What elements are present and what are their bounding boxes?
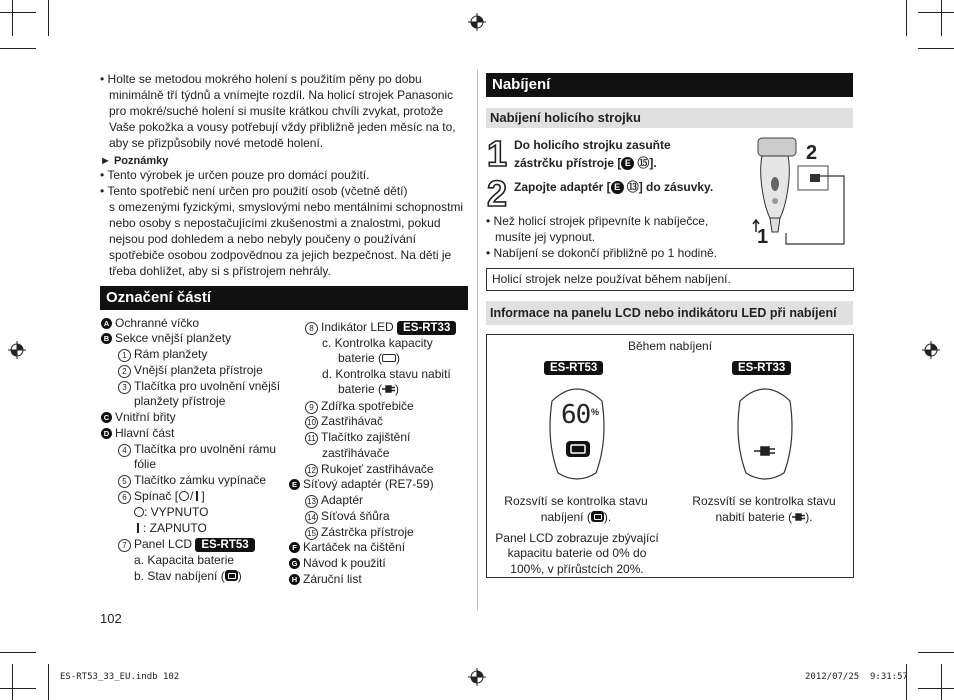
list-item: 5 Tlačítko zámku vypínače [118,473,266,489]
number-10-icon: 10 [305,416,318,429]
model-badge-rt53: ES-RT53 [544,361,603,375]
notes-line: nejsou pod dohledem a nebo nebyly poučeny o používání [109,232,416,246]
list-item: B Sekce vnější planžety [101,331,231,347]
parts-section-title: Označení částí [100,286,468,310]
footer-file: ES-RT53_33_EU.indb 102 [60,672,180,682]
page-number: 102 [100,611,122,626]
on-symbol-icon [137,523,139,533]
list-item: 10 Zastřihávač [305,414,383,430]
list-item: 11 Tlačítko zajištění [305,430,410,446]
plug-icon [792,510,805,526]
column-divider [477,70,478,610]
shaver-led-display [734,381,796,483]
number-1-icon: 1 [118,349,131,362]
number-7-icon: 7 [118,539,131,552]
during-charging-label: Během nabíjení [627,339,713,353]
notes-line: s omezenými fyzickými, smyslovými nebo mentálními schopnostmi [109,200,464,214]
step-1-number: 1 [487,133,508,174]
number-14-icon: 14 [305,511,318,524]
illustration-number-1: 1 [757,226,769,248]
list-item-sub: c. Kontrolka kapacity [322,336,433,350]
switch-off-row: : VYPNUTO [134,505,208,521]
charging-note: • Než holicí strojek připevníte k nabíječce, [486,214,709,228]
battery-capacity-icon [382,354,396,362]
label-d-icon: D [101,428,112,439]
list-item-sub: a. Kapacita baterie [134,553,235,567]
rt53-caption: Rozsvítí se kontrolka stavu [504,494,648,508]
registration-mark-top [468,13,486,31]
registration-mark-left [8,341,26,359]
list-item-cont: planžety přístroje [134,394,226,408]
warning-box [486,268,854,291]
charging-note: • Nabíjení se dokončí přibližně po 1 hodině. [486,246,718,260]
illustration-number-2: 2 [806,142,818,164]
lcd-explanation: kapacitu baterie od 0% do [507,546,647,560]
step-1-text: Do holicího strojku zasuňte [514,138,671,152]
notes-title: ► Poznámky [100,155,169,167]
label-c-icon: C [101,412,112,423]
switch-on-row: : ZAPNUTO [134,521,207,537]
list-item-sub: d. Kontrolka stavu nabití [322,367,451,381]
notes-line: třeba dohlížet, aby si s přístrojem nehrály. [109,264,331,278]
number-5-icon: 5 [118,475,131,488]
lcd-explanation: 100%, v přírůstcích 20%. [510,562,644,576]
list-item: H Záruční list [289,572,362,588]
warning-text: Holicí strojek nelze používat během nabíjení. [492,272,731,286]
list-item: C Vnitřní břity [101,410,176,426]
number-3-icon: 3 [118,381,131,394]
list-item: 1 Rám planžety [118,347,207,363]
label-g-icon: G [289,558,300,569]
label-h-icon: H [289,574,300,585]
list-item: 2 Vnější planžeta přístroje [118,363,263,379]
step-2-number: 2 [487,173,508,214]
footer-date: 2012/07/25 [805,672,860,682]
list-item: D Hlavní část [101,426,174,442]
number-2-icon: 2 [118,365,131,378]
intro-line: pro mokré/suché holení si musíte krátkou chvíli zvykat, protože [109,104,444,118]
label-a-icon: A [101,318,112,329]
charging-subtitle: Nabíjení holicího strojku [486,108,853,128]
lcd-percent-sign: % [591,407,600,417]
model-badge-rt33: ES-RT33 [732,361,791,375]
shaver-lcd-display [546,381,608,483]
charging-status-icon [591,511,604,522]
registration-mark-bottom [468,668,486,686]
notes-line: spotřebiče osobou zodpovědnou za jejich bezpečnost. Na děti je [109,248,452,262]
list-item: 9 Zdířka spotřebiče [305,399,414,415]
rt33-caption: Rozsvítí se kontrolka stavu [692,494,836,508]
number-9-icon: 9 [305,401,318,414]
list-item: E Síťový adaptér (RE7-59) [289,477,434,493]
lcd-percentage: 60 [561,400,591,430]
list-item: 8 Indikátor LED ES-RT33 [305,320,456,336]
list-item: 7 Panel LCD ES-RT53 [118,537,255,553]
list-item: 15 Zástrčka přístroje [305,525,414,541]
label-f-icon: F [289,542,300,553]
list-item: 14 Síťová šňůra [305,509,390,525]
lcd-info-subtitle: Informace na panelu LCD nebo indikátoru LED při nabíjení [486,301,853,325]
registration-mark-right [922,341,940,359]
off-symbol-icon [134,507,144,517]
number-11-icon: 11 [305,432,318,445]
list-item-cont: zastřihávače [322,446,390,460]
list-item: 12 Rukojeť zastřihávače [305,462,434,478]
charging-title: Nabíjení [486,73,853,97]
list-item: G Návod k použití [289,556,386,572]
list-item: F Kartáček na čištění [289,540,405,556]
notes-line: • Tento výrobek je určen pouze pro domácí použití. [100,168,370,182]
list-item: 13 Adaptér [305,493,363,509]
plug-icon [382,382,395,398]
rt53-caption: nabíjení ( ). [540,510,612,524]
list-item-cont: fólie [134,457,157,471]
intro-line: Vaše pokožka a vousy potřebují vždy přibližně jeden měsíc na to, [109,120,456,134]
number-15-icon: 15 [305,527,318,540]
lcd-explanation: Panel LCD zobrazuje zbývající [495,531,659,545]
step-1-text: zástrčku přístroje [ E ⑮]. [514,156,657,170]
number-12-icon: 12 [305,464,318,477]
number-6-icon: 6 [118,491,131,504]
list-item-sub: baterie ( ) [338,351,401,365]
list-item-sub: baterie ( ) [338,382,400,396]
label-e-icon: E [289,479,300,490]
intro-line: • Holte se metodou mokrého holení s použitím pěny po dobu [100,72,422,86]
list-item: 4 Tlačítka pro uvolnění rámu [118,442,276,458]
model-badge: ES-RT33 [397,321,456,335]
notes-line: nebo osoby s nepostačujícími zkušenostmi a znalostmi, pokud [109,216,441,230]
list-item: A Ochranné víčko [101,316,199,332]
charging-note: musíte jej vypnout. [495,230,596,244]
notes-line: • Tento spotřebič není určen pro použití osob (včetně dětí) [100,184,408,198]
off-symbol-icon [179,491,189,501]
model-badge: ES-RT53 [195,538,254,552]
on-symbol-icon [196,491,198,501]
step-2-text: Zapojte adaptér [ E ⑬] do zásuvky. [514,180,714,194]
list-item: 3 Tlačítka pro uvolnění vnější [118,379,280,395]
footer-time: 9:31:57 [870,672,908,682]
intro-line: minimálně tří týdnů a vnímejte rozdíl. Na holicí strojek Panasonic [109,88,454,102]
charging-status-icon [225,570,238,581]
label-b-icon: B [101,333,112,344]
rt33-caption: nabití baterie ( ). [715,510,813,524]
intro-line: aby se přizpůsobily nové metodě holení. [109,136,324,150]
list-item: 6 Spínač [ / ] [118,489,205,505]
number-4-icon: 4 [118,444,131,457]
number-8-icon: 8 [305,322,318,335]
number-13-icon: 13 [305,495,318,508]
label-e-icon: E [611,181,624,194]
label-e-icon: E [621,157,634,170]
list-item-sub: b. Stav nabíjení ( ) [134,569,242,583]
